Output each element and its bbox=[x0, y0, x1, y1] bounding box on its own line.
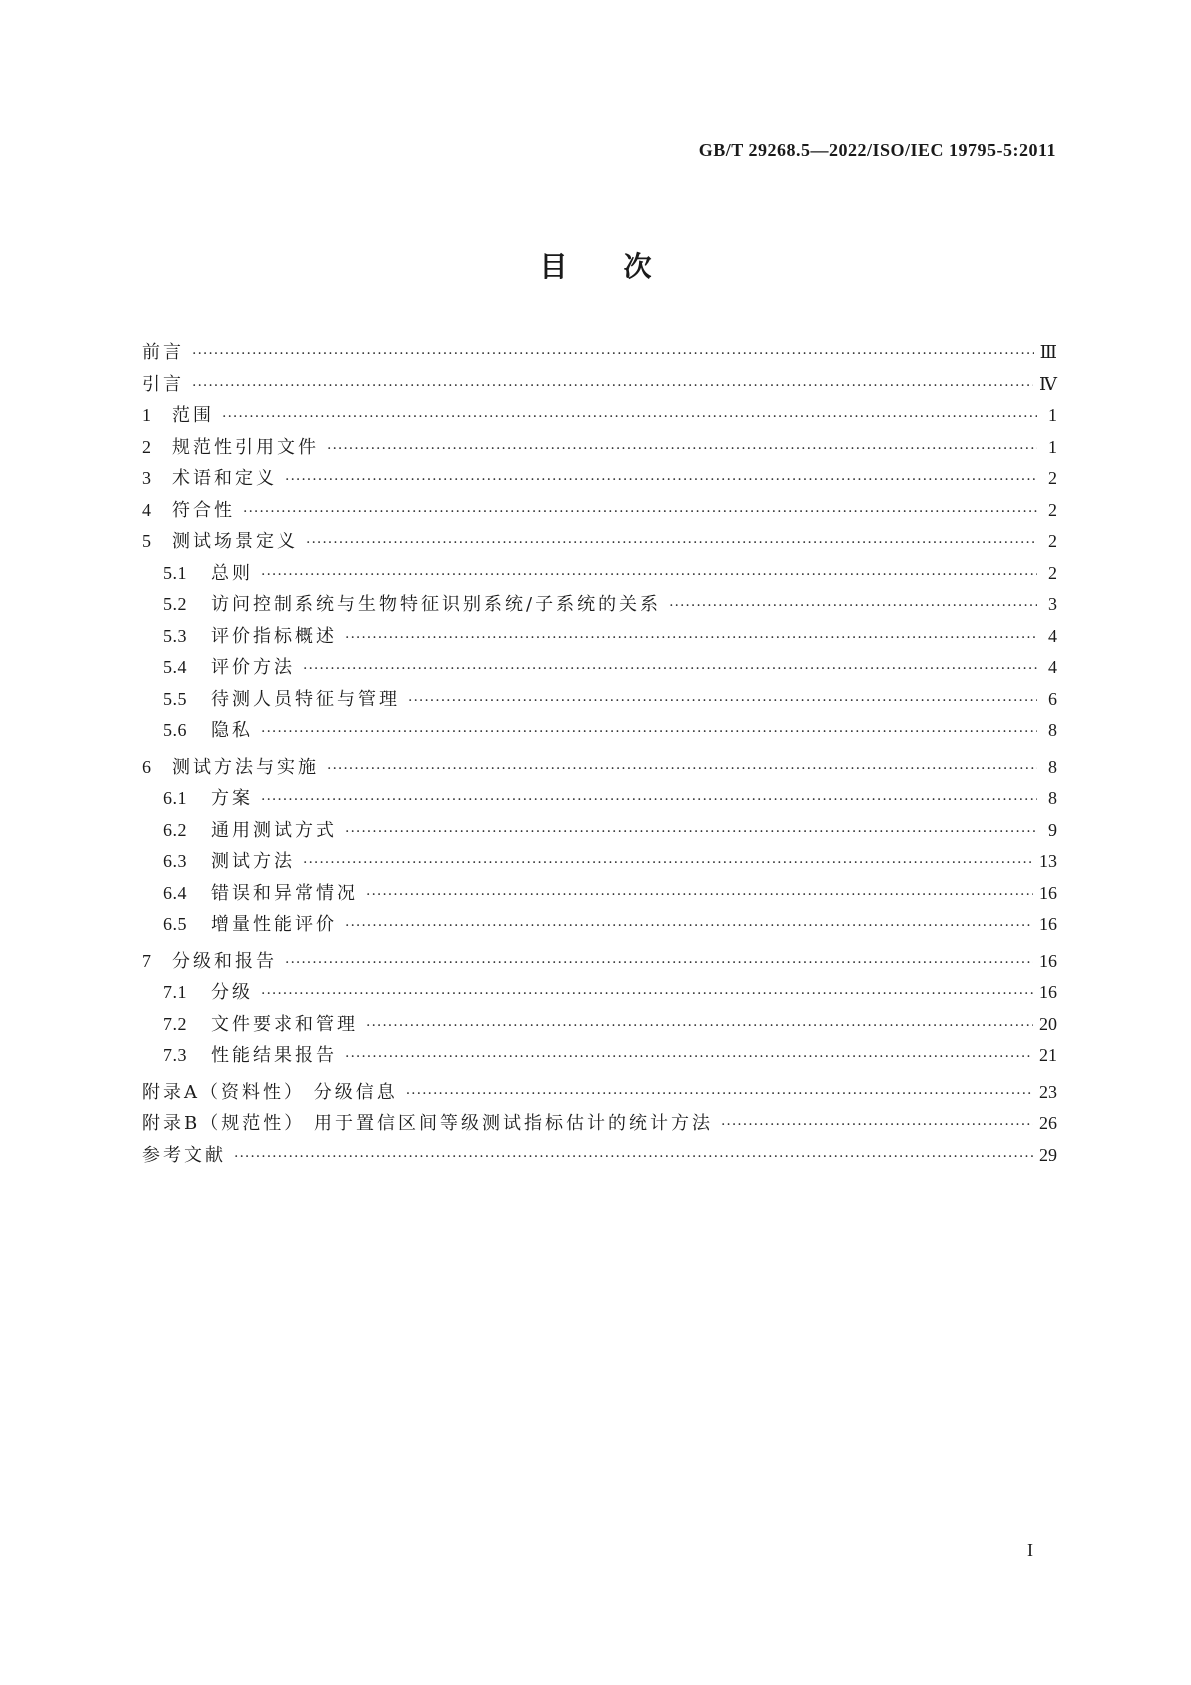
toc-entry-annex-a[interactable] bbox=[142, 1078, 1057, 1110]
toc-entry-number: 5.1 bbox=[163, 562, 187, 583]
toc-entry-5-2[interactable] bbox=[142, 590, 1057, 622]
dot-leader bbox=[303, 855, 1033, 871]
toc-entry-6-1[interactable] bbox=[142, 784, 1057, 816]
toc-entry-label: 符合性 bbox=[172, 499, 235, 521]
page-number: I bbox=[1027, 1540, 1033, 1560]
toc-entry-page: 23 bbox=[1039, 1081, 1057, 1102]
toc-entry-introduction[interactable] bbox=[142, 370, 1057, 402]
toc-entry-number: 5.6 bbox=[163, 720, 187, 740]
toc-entry-5-6[interactable] bbox=[142, 716, 1057, 748]
toc-entry-number: 5.3 bbox=[163, 625, 187, 646]
standard-code: GB/T 29268.5—2022/ISO/IEC 19795-5:2011 bbox=[698, 140, 1056, 160]
dot-leader bbox=[192, 346, 1034, 362]
toc-entry-label: 错误和异常情况 bbox=[211, 882, 358, 904]
toc-entry-6-5[interactable] bbox=[142, 910, 1057, 942]
dot-leader bbox=[406, 1086, 1033, 1102]
dot-leader bbox=[285, 472, 1037, 488]
toc-entry-page: 2 bbox=[1048, 562, 1057, 583]
toc-entry-number: 5.5 bbox=[163, 688, 187, 709]
dot-leader bbox=[345, 918, 1033, 934]
toc-entry-number: 6.2 bbox=[163, 819, 187, 840]
toc-entry-bibliography[interactable] bbox=[142, 1141, 1057, 1173]
toc-entry-page: 8 bbox=[1048, 788, 1057, 808]
toc-entry-label: 评价方法 bbox=[211, 657, 295, 678]
toc-entry-page: 6 bbox=[1048, 688, 1057, 709]
toc-entry-label: 前言 bbox=[142, 342, 184, 363]
dot-leader bbox=[345, 1049, 1033, 1065]
toc-entry-label: 附录A（资料性） 分级信息 bbox=[142, 1081, 398, 1103]
toc-entry-label: 测试方法 bbox=[211, 851, 295, 872]
toc-entry-label: 性能结果报告 bbox=[211, 1045, 337, 1066]
toc-entry-page: 16 bbox=[1039, 982, 1057, 1002]
toc-entry-label: 通用测试方式 bbox=[211, 819, 337, 841]
toc-entry-number: 6 bbox=[142, 756, 152, 777]
dot-leader bbox=[669, 598, 1037, 614]
dot-leader bbox=[306, 535, 1037, 551]
dot-leader bbox=[366, 1018, 1033, 1034]
dot-leader bbox=[261, 986, 1033, 1002]
toc-entry-page: 1 bbox=[1048, 405, 1057, 425]
toc-entry-annex-b[interactable] bbox=[142, 1109, 1057, 1141]
toc-entry-page: 2 bbox=[1048, 499, 1057, 520]
toc-entry-page: 9 bbox=[1048, 819, 1057, 840]
toc-entry-page: 16 bbox=[1039, 914, 1057, 934]
dot-leader bbox=[408, 693, 1037, 709]
dot-leader bbox=[192, 378, 1033, 394]
toc-entry-5-3[interactable] bbox=[142, 622, 1057, 654]
toc-entry-3[interactable] bbox=[142, 464, 1057, 496]
toc-entry-5-1[interactable] bbox=[142, 559, 1057, 591]
toc-entry-number: 1 bbox=[142, 405, 152, 425]
dot-leader bbox=[327, 441, 1037, 457]
toc-entry-page: 26 bbox=[1039, 1113, 1057, 1133]
toc-entry-label: 规范性引用文件 bbox=[172, 436, 319, 458]
toc-entry-page: 29 bbox=[1039, 1144, 1057, 1165]
toc-entry-number: 2 bbox=[142, 436, 152, 457]
dot-leader bbox=[261, 567, 1037, 583]
toc-entry-number: 7.3 bbox=[163, 1045, 187, 1065]
dot-leader bbox=[345, 824, 1037, 840]
toc-entry-label: 评价指标概述 bbox=[211, 625, 337, 647]
toc-entry-page: 1 bbox=[1048, 436, 1057, 457]
dot-leader bbox=[345, 630, 1037, 646]
toc-entry-number: 7 bbox=[142, 950, 152, 971]
toc-entry-6-3[interactable] bbox=[142, 847, 1057, 879]
toc-entry-label: 附录B（规范性） 用于置信区间等级测试指标估计的统计方法 bbox=[142, 1113, 713, 1134]
toc-entry-number: 6.3 bbox=[163, 851, 187, 871]
dot-leader bbox=[327, 761, 1037, 777]
toc-entry-number: 6.4 bbox=[163, 882, 187, 903]
toc-entry-number: 5.2 bbox=[163, 594, 187, 614]
toc-entry-6-4[interactable] bbox=[142, 879, 1057, 911]
toc-entry-page: 8 bbox=[1048, 720, 1057, 740]
toc-entry-6-2[interactable] bbox=[142, 816, 1057, 848]
dot-leader bbox=[721, 1117, 1033, 1133]
toc-entry-page: 4 bbox=[1048, 657, 1057, 677]
toc-entry-7-1[interactable] bbox=[142, 978, 1057, 1010]
dot-leader bbox=[243, 504, 1037, 520]
toc-entry-page: 13 bbox=[1039, 851, 1057, 871]
table-of-contents bbox=[142, 338, 1057, 1172]
dot-leader bbox=[303, 661, 1037, 677]
toc-entry-label: 分级 bbox=[211, 982, 253, 1003]
toc-entry-page: 2 bbox=[1048, 531, 1057, 551]
toc-entry-page: 20 bbox=[1039, 1013, 1057, 1034]
toc-entry-number: 4 bbox=[142, 499, 152, 520]
toc-entry-label: 分级和报告 bbox=[172, 950, 277, 972]
toc-entry-label: 访问控制系统与生物特征识别系统/子系统的关系 bbox=[211, 594, 662, 615]
toc-entry-page: 21 bbox=[1039, 1045, 1057, 1065]
toc-entry-number: 5.4 bbox=[163, 657, 187, 677]
toc-entry-number: 6.5 bbox=[163, 914, 187, 934]
toc-entry-label: 参考文献 bbox=[142, 1144, 226, 1166]
toc-entry-label: 术语和定义 bbox=[172, 468, 277, 489]
toc-entry-label: 范围 bbox=[172, 405, 214, 426]
dot-leader bbox=[261, 792, 1037, 808]
toc-entry-number: 5 bbox=[142, 531, 152, 551]
toc-entry-label: 测试场景定义 bbox=[172, 531, 298, 552]
toc-entry-label: 引言 bbox=[142, 373, 184, 395]
toc-entry-5-5[interactable] bbox=[142, 685, 1057, 717]
toc-entry-4[interactable] bbox=[142, 496, 1057, 528]
toc-entry-number: 3 bbox=[142, 468, 152, 488]
toc-entry-5-4[interactable] bbox=[142, 653, 1057, 685]
toc-entry-2[interactable] bbox=[142, 433, 1057, 465]
toc-entry-label: 隐私 bbox=[211, 720, 253, 741]
page-title: 目次 bbox=[539, 250, 708, 283]
toc-entry-page: 3 bbox=[1048, 594, 1057, 614]
dot-leader bbox=[285, 955, 1033, 971]
toc-entry-5[interactable] bbox=[142, 527, 1057, 559]
toc-entry-7[interactable] bbox=[142, 947, 1057, 979]
toc-entry-page: 2 bbox=[1048, 468, 1057, 488]
toc-entry-number: 7.2 bbox=[163, 1013, 187, 1034]
toc-entry-number: 6.1 bbox=[163, 788, 187, 808]
toc-entry-label: 测试方法与实施 bbox=[172, 756, 319, 778]
dot-leader bbox=[261, 724, 1037, 740]
dot-leader bbox=[234, 1149, 1033, 1165]
toc-entry-label: 增量性能评价 bbox=[211, 914, 337, 935]
toc-entry-page: 4 bbox=[1048, 625, 1057, 646]
toc-entry-number: 7.1 bbox=[163, 982, 187, 1002]
toc-entry-7-3[interactable] bbox=[142, 1041, 1057, 1073]
toc-entry-6[interactable] bbox=[142, 753, 1057, 785]
toc-entry-label: 方案 bbox=[211, 788, 253, 809]
toc-entry-label: 文件要求和管理 bbox=[211, 1013, 358, 1035]
toc-entry-7-2[interactable] bbox=[142, 1010, 1057, 1042]
toc-entry-foreword[interactable] bbox=[142, 338, 1057, 370]
toc-entry-page: 8 bbox=[1048, 756, 1057, 777]
toc-entry-page: 16 bbox=[1039, 882, 1057, 903]
toc-entry-page: 16 bbox=[1039, 950, 1057, 971]
toc-entry-label: 总则 bbox=[211, 562, 253, 584]
toc-entry-page: Ⅳ bbox=[1039, 373, 1057, 394]
toc-entry-label: 待测人员特征与管理 bbox=[211, 688, 400, 710]
toc-entry-1[interactable] bbox=[142, 401, 1057, 433]
toc-entry-page: Ⅲ bbox=[1039, 342, 1057, 362]
dot-leader bbox=[222, 409, 1037, 425]
dot-leader bbox=[366, 887, 1033, 903]
